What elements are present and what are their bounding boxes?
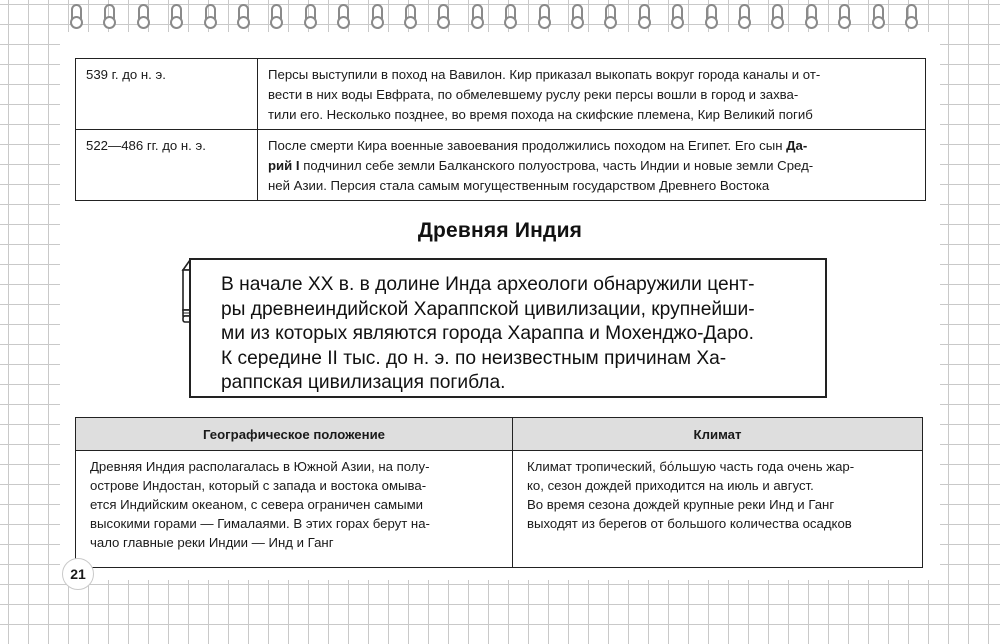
spiral-ring (437, 4, 447, 26)
spiral-ring (905, 4, 915, 26)
spiral-ring (304, 4, 314, 26)
page-number: 21 (62, 558, 94, 590)
spiral-ring (170, 4, 180, 26)
text-line: ко, сезон дождей приходится на июль и август. (527, 478, 814, 493)
spiral-ring (805, 4, 815, 26)
spiral-ring (771, 4, 781, 26)
spiral-ring (671, 4, 681, 26)
note-line: ми из которых являются города Хараппа и Мохенджо-Даро. (221, 323, 754, 344)
spiral-ring (872, 4, 882, 26)
spiral-ring (137, 4, 147, 26)
text-line: тили его. Несколько позднее, во время похода на скифские племена, Кир Великий погиб (268, 107, 813, 122)
event-description (258, 59, 926, 130)
bold-name: Да- (786, 138, 808, 153)
event-date: 522—486 гг. до н. э. (76, 130, 258, 201)
text-line: Древняя Индия располагалась в Южной Азии, на полу- (90, 459, 430, 474)
header-climate: Климат (513, 418, 923, 451)
spiral-binding (0, 0, 1000, 36)
note-line: раппская цивилизация погибла. (221, 372, 506, 393)
geography-cell (76, 451, 513, 568)
spiral-ring (237, 4, 247, 26)
table-row (76, 130, 926, 201)
text-line: ней Азии. Персия стала самым могущественным государством Древнего Востока (268, 178, 770, 193)
text-segment: подчинил себе земли Балканского полуострова, часть Индии и новые земли Сред- (299, 158, 814, 173)
spiral-ring (705, 4, 715, 26)
india-table (75, 417, 923, 568)
text-line: Во время сезона дождей крупные реки Инд и Ганг (527, 497, 835, 512)
spiral-ring (204, 4, 214, 26)
table-row (76, 59, 926, 130)
text-line: Климат тропический, бо́льшую часть года очень жар- (527, 459, 855, 474)
climate-cell (513, 451, 923, 568)
text-line: ется Индийским океаном, с севера ограничен самыми (90, 497, 423, 512)
note-line: В начале XX в. в долине Инда археологи обнаружили цент- (221, 274, 755, 295)
note-line: ры древнеиндийской Хараппской цивилизации, крупнейши- (221, 298, 755, 320)
text-line: чало главные реки Индии — Инд и Ганг (90, 535, 334, 550)
text-line: Персы выступили в поход на Вавилон. Кир приказал выкопать вокруг города каналы и от- (268, 67, 821, 82)
table-header-row (76, 418, 923, 451)
text-line: высокими горами — Гималаями. В этих горах берут на- (90, 516, 430, 531)
spiral-ring (738, 4, 748, 26)
spiral-ring (371, 4, 381, 26)
event-date: 539 г. до н. э. (76, 59, 258, 130)
info-note (189, 258, 827, 398)
event-description (258, 130, 926, 201)
spiral-ring (838, 4, 848, 26)
spiral-ring (638, 4, 648, 26)
spiral-ring (604, 4, 614, 26)
spiral-ring (471, 4, 481, 26)
events-table (75, 58, 926, 201)
spiral-ring (70, 4, 80, 26)
bold-name: рий I (268, 158, 300, 173)
spiral-ring (337, 4, 347, 26)
spiral-ring (538, 4, 548, 26)
spiral-ring (270, 4, 280, 26)
spiral-ring (571, 4, 581, 26)
header-geography: Географическое положение (76, 418, 513, 451)
text-segment: После смерти Кира военные завоевания продолжились походом на Египет. Его сын (268, 138, 787, 153)
spiral-ring (103, 4, 113, 26)
table-row (76, 451, 923, 568)
section-title: Древняя Индия (417, 219, 583, 242)
text-line: вести в них воды Евфрата, по обмелевшему руслу реки персы вошли в город и захва- (268, 87, 799, 102)
note-line: К середине II тыс. до н. э. по неизвестным причинам Ха- (221, 347, 727, 369)
spiral-ring (504, 4, 514, 26)
text-line: острове Индостан, который с запада и востока омыва- (90, 478, 427, 493)
text-line: выходят из берегов от большого количества осадков (527, 516, 852, 531)
spiral-ring (404, 4, 414, 26)
